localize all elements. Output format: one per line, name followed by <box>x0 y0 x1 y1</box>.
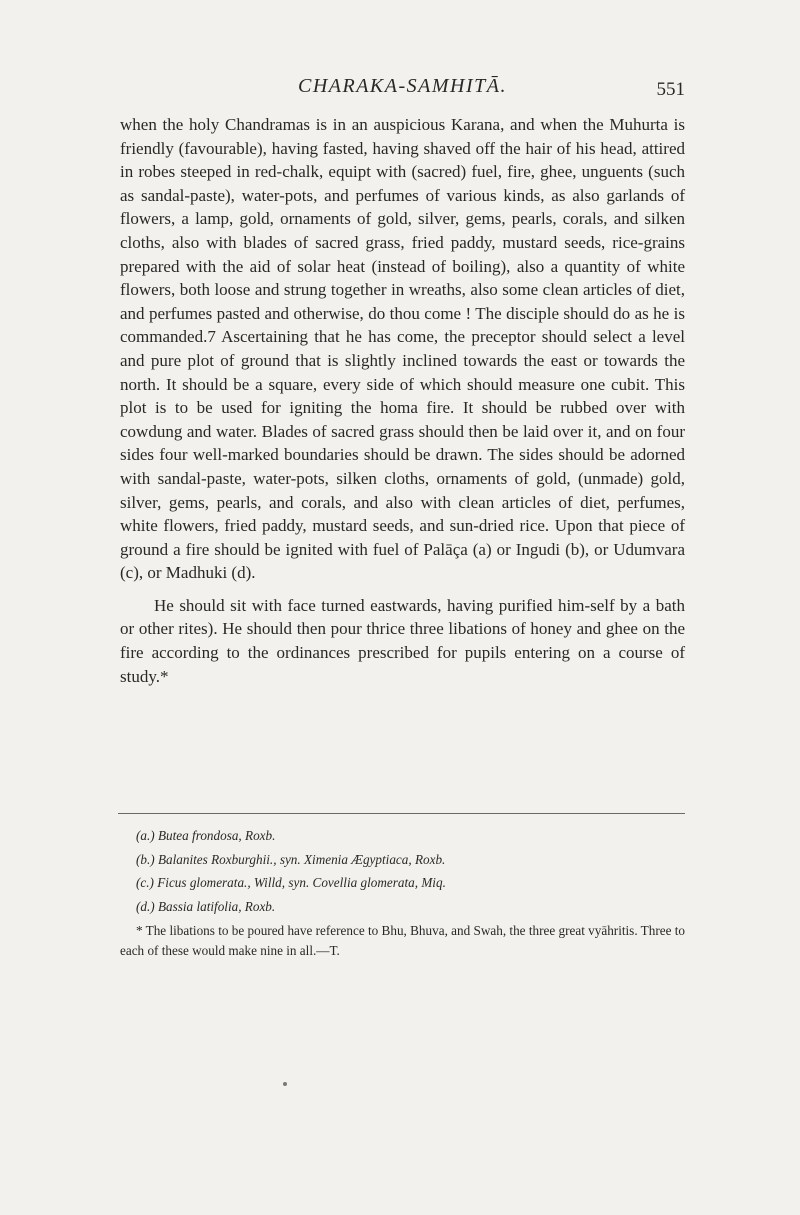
footnote-b: (b.) Balanites Roxburghii., syn. Ximenia Ægyptiaca, Roxb. <box>136 851 446 867</box>
footnote-divider <box>118 813 685 814</box>
paragraph-1: when the holy Chandramas is in an auspicious Karana, and when the Muhurta is friendly (favourable), having fasted, having shaved off the hair of his head, attired in robes steeped in red-chalk, equipt with (sacred) fuel, fire, ghee, unguents (such as sandal-paste), water-pots, and perfumes of various kinds, as also garlands of flowers, a lamp, gold, ornaments of gold, silver, gems, pearls, corals, and silken cloths, also with blades of sacred grass, fried paddy, mustard seeds, rice-grains prepared with the aid of solar heat (instead of boiling), also a quantity of white flowers, both loose and strung together in wreaths, also some clean articles of diet, and perfumes pasted and otherwise, do thou come ! The disciple should do as he is commanded.7 Ascertaining that he has come, the preceptor should select a level and pure plot of ground that is slightly inclined towards the east or towards the north. It should be a square, every side of which should measure one cubit. This plot is to be used for igniting the homa fire. It should be rubbed over with cowdung and water. Blades of sacred grass should then be laid over it, and on four sides four well-marked boundaries should be drawn. The sides should be adorned with sandal-paste, water-pots, silken cloths, ornaments of gold, (unmade) gold, silver, gems, pearls, and corals, and also with clean articles of diet, perfumes, white flowers, fried paddy, mustard seeds, and sun-dried rice. Upon that piece of ground a fire should be ignited with fuel of Palāça (a) or Ingudi (b), or Udumvara (c), or Madhuki (d). <box>120 115 685 583</box>
page-number: 551 <box>656 79 685 100</box>
footnote-c: (c.) Ficus glomerata., Willd, syn. Covellia glomerata, Miq. <box>136 875 446 890</box>
paragraph-2: He should sit with face turned eastwards, having purified him-self by a bath or other rites). He should then pour thrice three libations of honey and ghee on the fire according to the ordinances prescribed for pupils entering on a course of study.* <box>120 595 685 686</box>
running-title: CHARAKA-SAMHITĀ. <box>298 75 507 97</box>
footnote-star: * The libations to be poured have reference to Bhu, Bhuva, and Swah, the three great vyāhritis. Three to each of these would make nine in all.—T. <box>120 923 685 958</box>
print-speck <box>283 1082 287 1086</box>
footnotes <box>120 824 685 961</box>
footnote-a: (a.) Butea frondosa, Roxb. <box>136 828 276 843</box>
main-text <box>120 113 685 688</box>
running-head <box>120 73 685 103</box>
footnote-d: (d.) Bassia latifolia, Roxb. <box>136 898 276 914</box>
